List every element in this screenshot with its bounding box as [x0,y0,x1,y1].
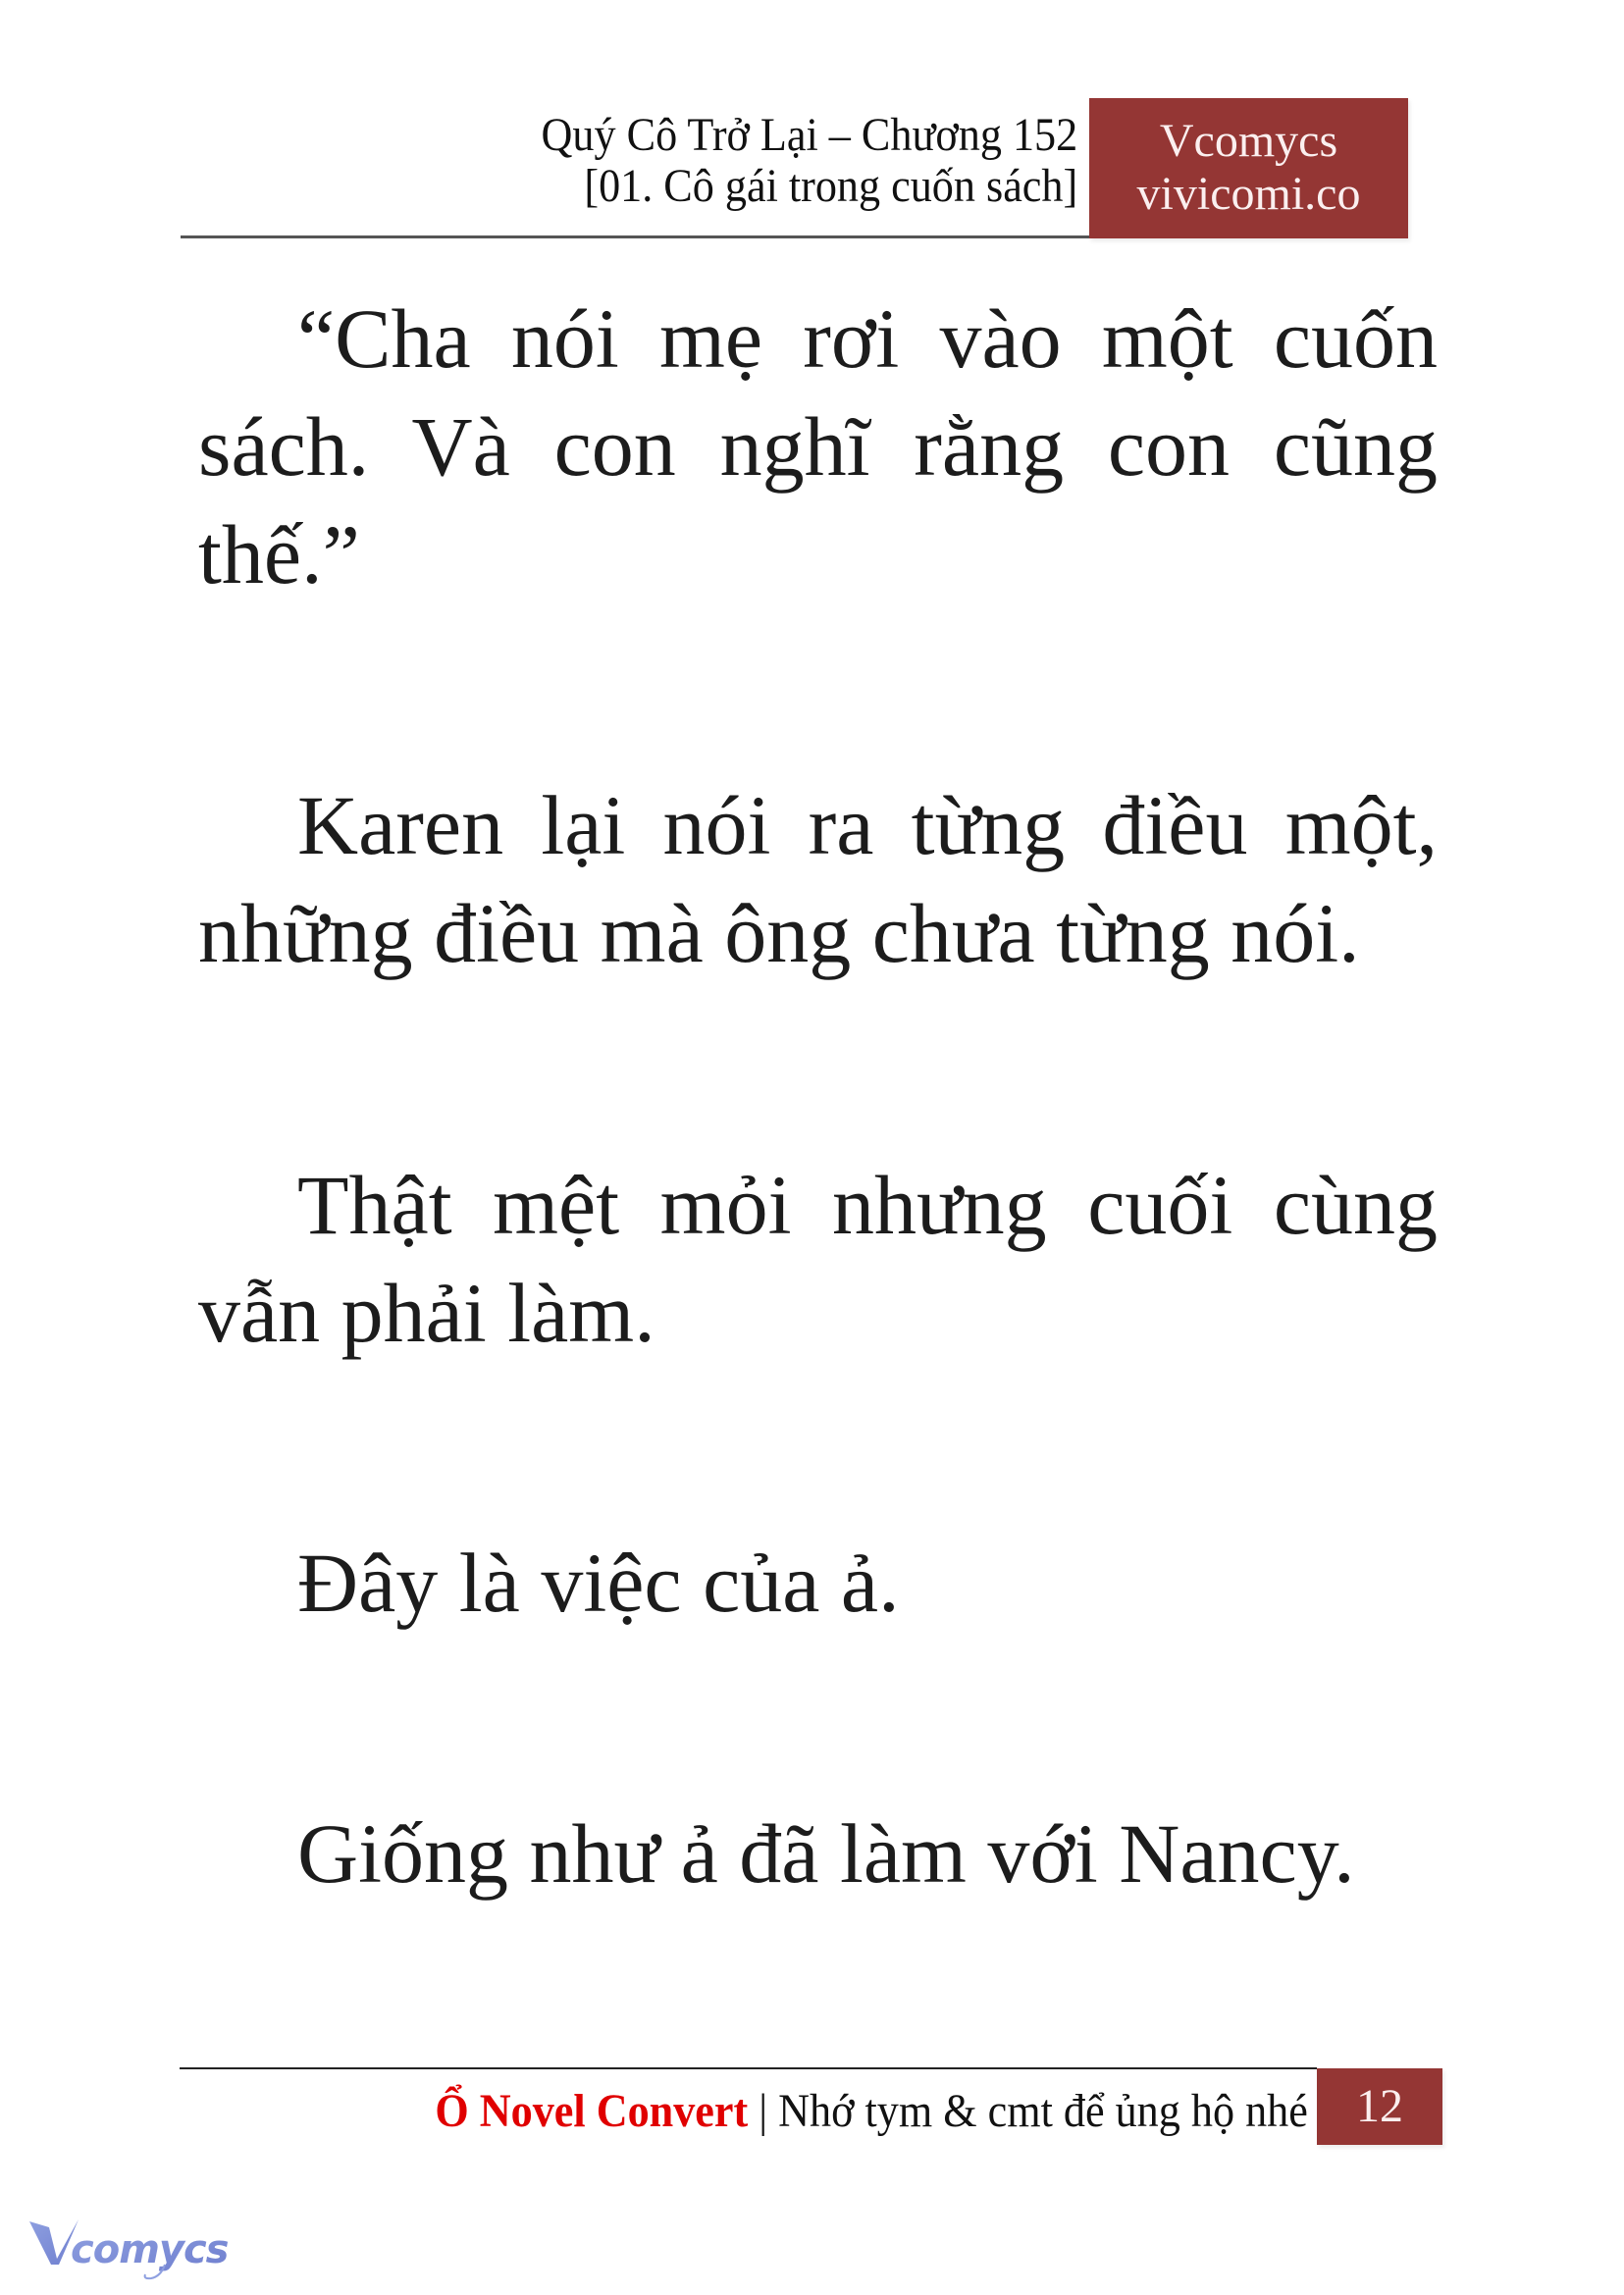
paragraph: “Cha nói mẹ rơi vào một cuốn sách. Và con nghĩ rằng con cũng thế.” [198,291,1438,601]
chapter-title-line1: Quý Cô Trở Lại – Chương 152 [541,109,1077,161]
svg-text:comycs: comycs [71,2227,229,2272]
site-badge-url: vivicomi.co [1136,168,1361,220]
paragraph: Giống như ả đã làm với Nancy. [297,1806,1355,1901]
footer-divider [180,2067,1317,2069]
paragraph: Thật mệt mỏi nhưng cuối cùng vẫn phải làm. [198,1158,1438,1360]
vcomycs-logo-icon [27,2216,248,2284]
site-badge-name: Vcomycs [1159,115,1338,167]
paragraph: Karen lại nói ra từng điều một, những điều mà ông chưa từng nói. [198,778,1438,980]
chapter-title-line2: [01. Cô gái trong cuốn sách] [584,160,1077,212]
site-badge [1089,98,1408,238]
header-divider [181,235,1089,238]
footer-separator: | [748,2085,779,2137]
footer-note: Nhớ tym & cmt để ủng hộ nhé [778,2085,1308,2137]
page-number: 12 [1317,2068,1442,2145]
footer-message [436,2086,1308,2137]
footer-brand: Ổ Novel Convert [435,2085,749,2137]
chapter-title [541,110,1077,212]
paragraph: Đây là việc của ả. [297,1536,900,1630]
